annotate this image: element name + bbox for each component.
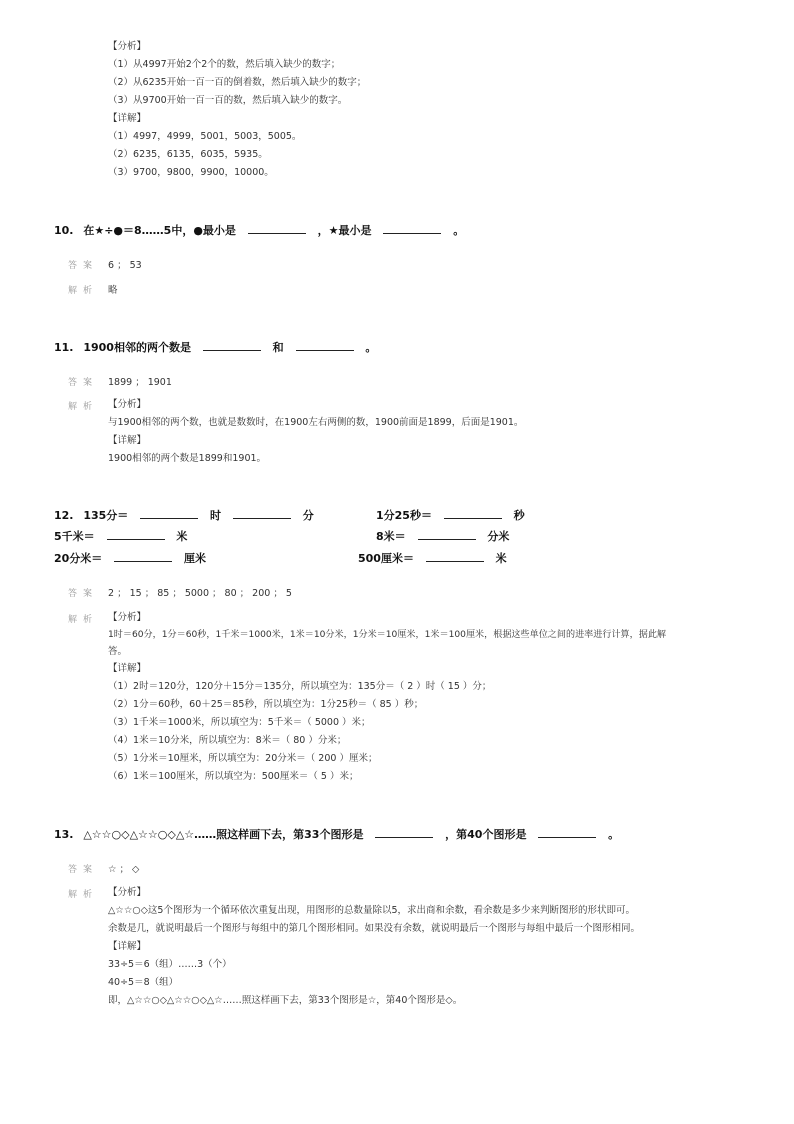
detail-line: （3）1千米＝1000米，所以填空为：5千米＝（ 5000 ）米； [108, 717, 371, 728]
question-text: △☆☆○◇△☆☆○◇△☆……照这样画下去，第33个图形是 [83, 828, 364, 841]
answer-label: 答案 [68, 378, 99, 388]
answer-value: 1899 ； 1901 [108, 377, 172, 388]
question-13 [54, 826, 619, 842]
question-number: 13. [54, 828, 74, 841]
detail-line: （6）1米＝100厘米，所以填空为：500厘米＝（ 5 ）米； [108, 771, 359, 782]
question-11 [54, 339, 376, 355]
analysis-line: （2）从6235开始一百一百的倒着数，然后填入缺少的数字； [108, 77, 367, 88]
analysis-line: 【分析】 [108, 399, 147, 410]
question-text: 1分25秒＝ [376, 509, 432, 522]
question-12-row-1-right [376, 507, 525, 523]
analysis-label: 解析 [68, 402, 99, 412]
detail-line: 40÷5＝8（组） [108, 977, 179, 988]
question-12-row-2 [54, 528, 187, 544]
answer-blank [248, 223, 306, 234]
analysis-line: 与1900相邻的两个数，也就是数数时，在1900左右两侧的数，1900前面是1899，后面是1901。 [108, 417, 524, 428]
detail-line: （4）1米＝10分米，所以填空为：8米＝（ 80 ）分米； [108, 735, 347, 746]
answer-blank [418, 529, 476, 540]
answer-label: 答案 [68, 865, 99, 875]
question-text: 米 [495, 552, 507, 565]
analysis-line: 【分析】 [108, 612, 147, 623]
question-number: 10. [54, 224, 74, 237]
detail-line: 即，△☆☆○◇△☆☆○◇△☆……照这样画下去，第33个图形是☆，第40个图形是◇。 [108, 995, 463, 1006]
question-text: 20分米＝ [54, 552, 103, 565]
detail-line: 1900相邻的两个数是1899和1901。 [108, 453, 267, 464]
analysis-label: 解析 [68, 615, 99, 625]
analysis-text: 略 [108, 285, 118, 296]
question-text: 米 [176, 530, 188, 543]
question-text: 8米＝ [376, 530, 406, 543]
analysis-line: 答。 [108, 646, 128, 657]
analysis-line: （1）从4997开始2个2个的数，然后填入缺少的数字； [108, 59, 341, 70]
question-10 [54, 222, 464, 238]
answer-value: 2 ； 15 ； 85 ； 5000 ； 80 ； 200 ； 5 [108, 588, 292, 599]
question-text: 。 [453, 224, 465, 237]
question-text: 。 [365, 341, 377, 354]
question-text: ，第40个图形是 [445, 828, 527, 841]
question-text: 5千米＝ [54, 530, 95, 543]
question-text: ，★最小是 [317, 224, 372, 237]
detail-line: 【详解】 [108, 435, 147, 446]
answer-blank [233, 508, 291, 519]
detail-line: 33÷5＝6（组）……3（个） [108, 959, 232, 970]
detail-line: 【详解】 [108, 663, 147, 674]
answer-blank [203, 340, 261, 351]
detail-line: 【详解】 [108, 941, 147, 952]
question-12-row-3 [54, 550, 206, 566]
answer-blank [107, 529, 165, 540]
detail-line: （1）4997，4999，5001，5003，5005。 [108, 131, 302, 142]
answer-value: 6 ； 53 [108, 260, 142, 271]
answer-value: ☆ ； ◇ [108, 864, 140, 875]
question-text: 1900相邻的两个数是 [83, 341, 191, 354]
answer-blank [538, 827, 596, 838]
question-text: 在★÷●＝8……5中，●最小是 [83, 224, 236, 237]
detail-line: （2）6235，6135，6035，5935。 [108, 149, 268, 160]
question-text: 时 [210, 509, 221, 522]
answer-label: 答案 [68, 589, 99, 599]
analysis-label: 解析 [68, 286, 99, 296]
question-text: 135分＝ [83, 509, 129, 522]
analysis-line: 余数是几，就说明最后一个图形与每组中的第几个图形相同。如果没有余数，就说明最后一个图形与每组中最后一个图形相同。 [108, 923, 641, 934]
question-text: 和 [272, 341, 284, 354]
question-text: 500厘米＝ [358, 552, 414, 565]
answer-blank [383, 223, 441, 234]
question-text: 分米 [487, 530, 510, 543]
question-12-row-2-right [376, 528, 509, 544]
question-text: 秒 [513, 509, 525, 522]
detail-line: （5）1分米＝10厘米，所以填空为：20分米＝（ 200 ）厘米； [108, 753, 378, 764]
answer-blank [426, 551, 484, 562]
answer-blank [114, 551, 172, 562]
detail-line: （2）1分＝60秒，60＋25＝85秒，所以填空为：1分25秒＝（ 85 ）秒； [108, 699, 424, 710]
question-number: 12. [54, 509, 74, 522]
analysis-line: 1时＝60分，1分＝60秒，1千米＝1000米，1米＝10分米，1分米＝10厘米，1米＝100厘米，根据这些单位之间的进率进行计算，据此解 [108, 630, 667, 640]
analysis-line: （3）从9700开始一百一百的数，然后填入缺少的数字。 [108, 95, 348, 106]
question-text: 厘米 [184, 552, 206, 565]
question-text: 分 [302, 509, 314, 522]
analysis-line: 【分析】 [108, 41, 147, 52]
answer-blank [140, 508, 198, 519]
question-number: 11. [54, 341, 74, 354]
answer-blank [296, 340, 354, 351]
detail-line: 【详解】 [108, 113, 147, 124]
analysis-line: △☆☆○◇这5个图形为一个循环依次重复出现，用图形的总数量除以5，求出商和余数，看余数是多少来判断图形的形状即可。 [108, 905, 636, 916]
question-12-row-3-right [358, 550, 507, 566]
analysis-label: 解析 [68, 890, 99, 900]
detail-line: （3）9700，9800，9900，10000。 [108, 167, 274, 178]
answer-blank [375, 827, 433, 838]
question-text: 。 [608, 828, 620, 841]
answer-blank [444, 508, 502, 519]
detail-line: （1）2时＝120分，120分＋15分＝135分，所以填空为：135分＝（ 2 ）时（ 15 ）分； [108, 681, 492, 692]
answer-label: 答案 [68, 261, 99, 271]
question-12-row-1 [54, 507, 314, 523]
analysis-line: 【分析】 [108, 887, 147, 898]
